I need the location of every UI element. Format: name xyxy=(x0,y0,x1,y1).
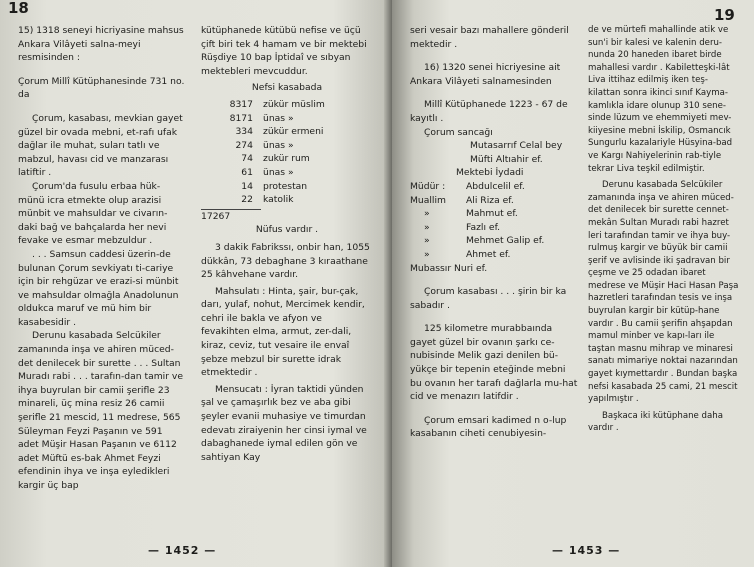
staff-list xyxy=(410,180,578,262)
population-count: 14 xyxy=(241,180,253,192)
staff-role: » xyxy=(424,248,430,260)
left-column-2 xyxy=(201,24,373,464)
paragraph: Millî Kütüphanede 1223 - 67 de kayıtlı . xyxy=(410,99,568,124)
table-row xyxy=(201,152,373,166)
population-count: 334 xyxy=(235,126,253,138)
population-label: zukür rum xyxy=(263,153,310,165)
population-total-label: Nüfus vardır . xyxy=(255,224,319,236)
paragraph: Derunu kasabada Selcükiler zamanında inşa ve ahiren müced-det denilecek bir surette cennet-mekân Sultan Muradı rabi hazret leri tarafından tamir ve ihya buy-rulmuş kargir ve büyük bir camii şerif ve avlisinde iki şadravan bir çeşme ve 25 odadan ibaret medrese ve Müşir Haci Hasan Paşa hazretleri tarafından tesis ve inşa buyrulan kargir bir kütüp-hane vardır . Bu camii şerifin ahşapdan mamul minber ve kapı-ları ile taştan masnu mihrap ve minaresi sanatı mimariye noktai nazarından gayet kıymettardır . Bundan başka nefsi kasabada 25 cami, 21 mescit yapılmıştır . xyxy=(588,180,739,405)
population-label: protestan xyxy=(263,180,308,192)
population-label: ünas » xyxy=(263,166,294,178)
section-heading: Nefsi kasabada xyxy=(251,82,323,94)
table-row xyxy=(201,112,373,126)
table-row xyxy=(201,125,373,139)
list-item xyxy=(410,180,578,194)
population-label: ünas » xyxy=(263,139,294,151)
paragraph: Çorum, kasabası, mevkian gayet güzel bir ovada mebni, et-rafı ufak dağlar ile muhat, suları tatlı ve mabzul, havası cid ve manzarası latiftir . xyxy=(18,112,183,179)
left-column-1 xyxy=(18,24,186,493)
right-page-footer: — 1453 — xyxy=(552,544,621,557)
staff-name: Abdulcelil ef. xyxy=(466,180,525,192)
paragraph: 125 kilometre murabbaında gayet güzel bir ovanın şarkı ce-nubisinde Melik gazi denilen bü-yükçe bir tepenin eteğinde mebni bu ovanın her tarafı dağlarla mu-hat cid ve menazırı latifdir . xyxy=(410,323,578,403)
paragraph: Çorum'da fusulu erbaa hük-münü icra etmekte olup arazisi münbit ve mahsuldar ve civarın-daki bağ ve bahçalarda her nevi fevake ve esmar mebzuldur . xyxy=(18,180,168,247)
table-row xyxy=(201,139,373,153)
left-page-footer: — 1452 — xyxy=(148,544,217,557)
paragraph: Derunu kasabada Selcükiler zamanında inşa ve ahiren müced-det denilecek bir surette . . . Sultan Muradı rabi . . . tarafın-dan tamir ve ihya buyrulan bir camii şerifle 23 minareli, üç mina resiz 26 camii şerifle 21 mescid, 11 medrese, 565 Süleyman Feyzi Paşanın ve 591 adet Müşir Hasan Paşanın ve 6112 adet Müftü es-bak Ahmet Feyzi efendinin ihya ve inşa eyledikleri kargir üç bap xyxy=(18,330,183,491)
population-count: 274 xyxy=(235,139,253,151)
staff-name: Ali Riza ef. xyxy=(466,194,514,206)
official: Mutasarrıf Celal bey xyxy=(470,140,563,152)
right-page xyxy=(392,0,754,567)
population-count: 74 xyxy=(241,153,253,165)
population-count: 22 xyxy=(241,194,253,206)
paragraph: 16) 1320 senei hicriyesine ait Ankara Vilâyeti salnamesinden xyxy=(410,62,561,87)
right-page-number: 19 xyxy=(714,6,735,24)
left-page-number: 18 xyxy=(8,0,29,17)
population-count: 8317 xyxy=(229,98,253,110)
table-row xyxy=(201,166,373,180)
school-heading: Mektebi İydadi xyxy=(456,167,524,179)
paragraph: Çorum kasabası . . . şirin bir ka sabadır . xyxy=(410,286,567,311)
population-table xyxy=(201,98,373,207)
section-heading: Çorum sancağı xyxy=(424,126,493,138)
population-label: zükür müslim xyxy=(263,98,325,110)
staff-name: Fazlı ef. xyxy=(466,221,501,233)
population-label: ünas » xyxy=(263,112,294,124)
paragraph: 15) 1318 seneyi hicriyasine mahsus Ankara Vilâyeti salna-meyi resmisinden : xyxy=(18,25,184,64)
paragraph: de ve mürtefi mahallinde atik ve sun'i bir kalesi ve kalenin deru-nunda 20 haneden ibaret birde mahallesi vardır . Kabiletteşki-lât Liva ittihaz edilmiş iken teş-kilattan sonra ikinci sınıf Kayma-kamlıkla idare olunup 310 sene-sinde lüzum ve ehemmiyeti mev-kiiyesine mebni İskilip, Osmancık Sungurlu kazalariyle Hüsyina-bad ve Kargı Nahiyelerinin rab-tiyle tekrar Liva teşkil edilmiştir. xyxy=(588,25,733,174)
table-row xyxy=(201,180,373,194)
paragraph: Çorum emsari kadimed n o-lup kasabanın ciheti cenubiyesin- xyxy=(410,414,567,440)
paragraph: . . . Samsun caddesi üzerin-de bulunan Çorum sevkiyatı ti-cariye için bir rehgüzar ve erazi-si münbit ve mahsuldar olmağla Anadolunun oldukca maruf ve mü him bir kasabesidir . xyxy=(18,248,179,328)
staff-role: » xyxy=(424,208,430,220)
paragraph: Mahsulatı : Hinta, şair, bur-çak, darı, yulaf, nohut, Mercimek kendir, cehri ile bakla ve afyon ve fevakihten elma, armut, zer-dali, kiraz, ceviz, tut vesaire ile envaî şebze mebzul bir surette idrak etmektedir . xyxy=(201,285,365,379)
list-item xyxy=(410,234,578,248)
official: Müfti Altıahir ef. xyxy=(470,153,543,165)
table-row xyxy=(201,193,373,207)
staff-name: Mehmet Galip ef. xyxy=(466,235,545,247)
paragraph: kütüphanede kütübü nefise ve üçü çift biri tek 4 hamam ve bir mektebi Rüşdiye 10 bap İptidaî ve sıbyan mektebleri mevcuddur. xyxy=(201,25,367,77)
staff-mubassir: Mubassır Nuri ef. xyxy=(410,262,488,274)
paragraph: seri vesair bazı mahallere gönderil mektedir . xyxy=(410,25,569,50)
staff-role: Muallim xyxy=(410,194,446,206)
paragraph: Çorum Millî Kütüphanesinde 731 no. da xyxy=(18,75,185,101)
table-row xyxy=(201,98,373,112)
list-item xyxy=(410,194,578,208)
population-count: 8171 xyxy=(229,112,253,124)
staff-name: Mahmut ef. xyxy=(466,208,518,220)
list-item xyxy=(410,248,578,262)
staff-role: Müdür : xyxy=(410,180,446,192)
paragraph: Mensucatı : İyran taktidi yünden şal ve çamaşırlık bez ve aba gibi şeyler evanii muhasiye ve timurdan edevatı ziraiyenin her cinsi iymal ve dabaghanede iymal edilen gön ve sahtiyan Kay xyxy=(201,383,367,463)
staff-role: » xyxy=(424,235,430,247)
right-column-2 xyxy=(588,24,740,435)
list-item xyxy=(410,221,578,235)
population-count: 61 xyxy=(241,166,253,178)
paragraph: 3 dakik Fabrikssı, onbir han, 1055 dükkân, 73 debaghane 3 kıraathane 25 kâhvehane vardır. xyxy=(201,241,370,281)
staff-name: Ahmet ef. xyxy=(466,248,511,260)
population-total: 17267 xyxy=(201,209,261,224)
right-column-1 xyxy=(410,24,578,441)
paragraph: Başkaca iki kütüphane daha vardır . xyxy=(588,410,723,434)
population-label: katolik xyxy=(263,194,294,206)
staff-role: » xyxy=(424,221,430,233)
population-label: zükür ermeni xyxy=(263,126,324,138)
list-item xyxy=(410,207,578,221)
